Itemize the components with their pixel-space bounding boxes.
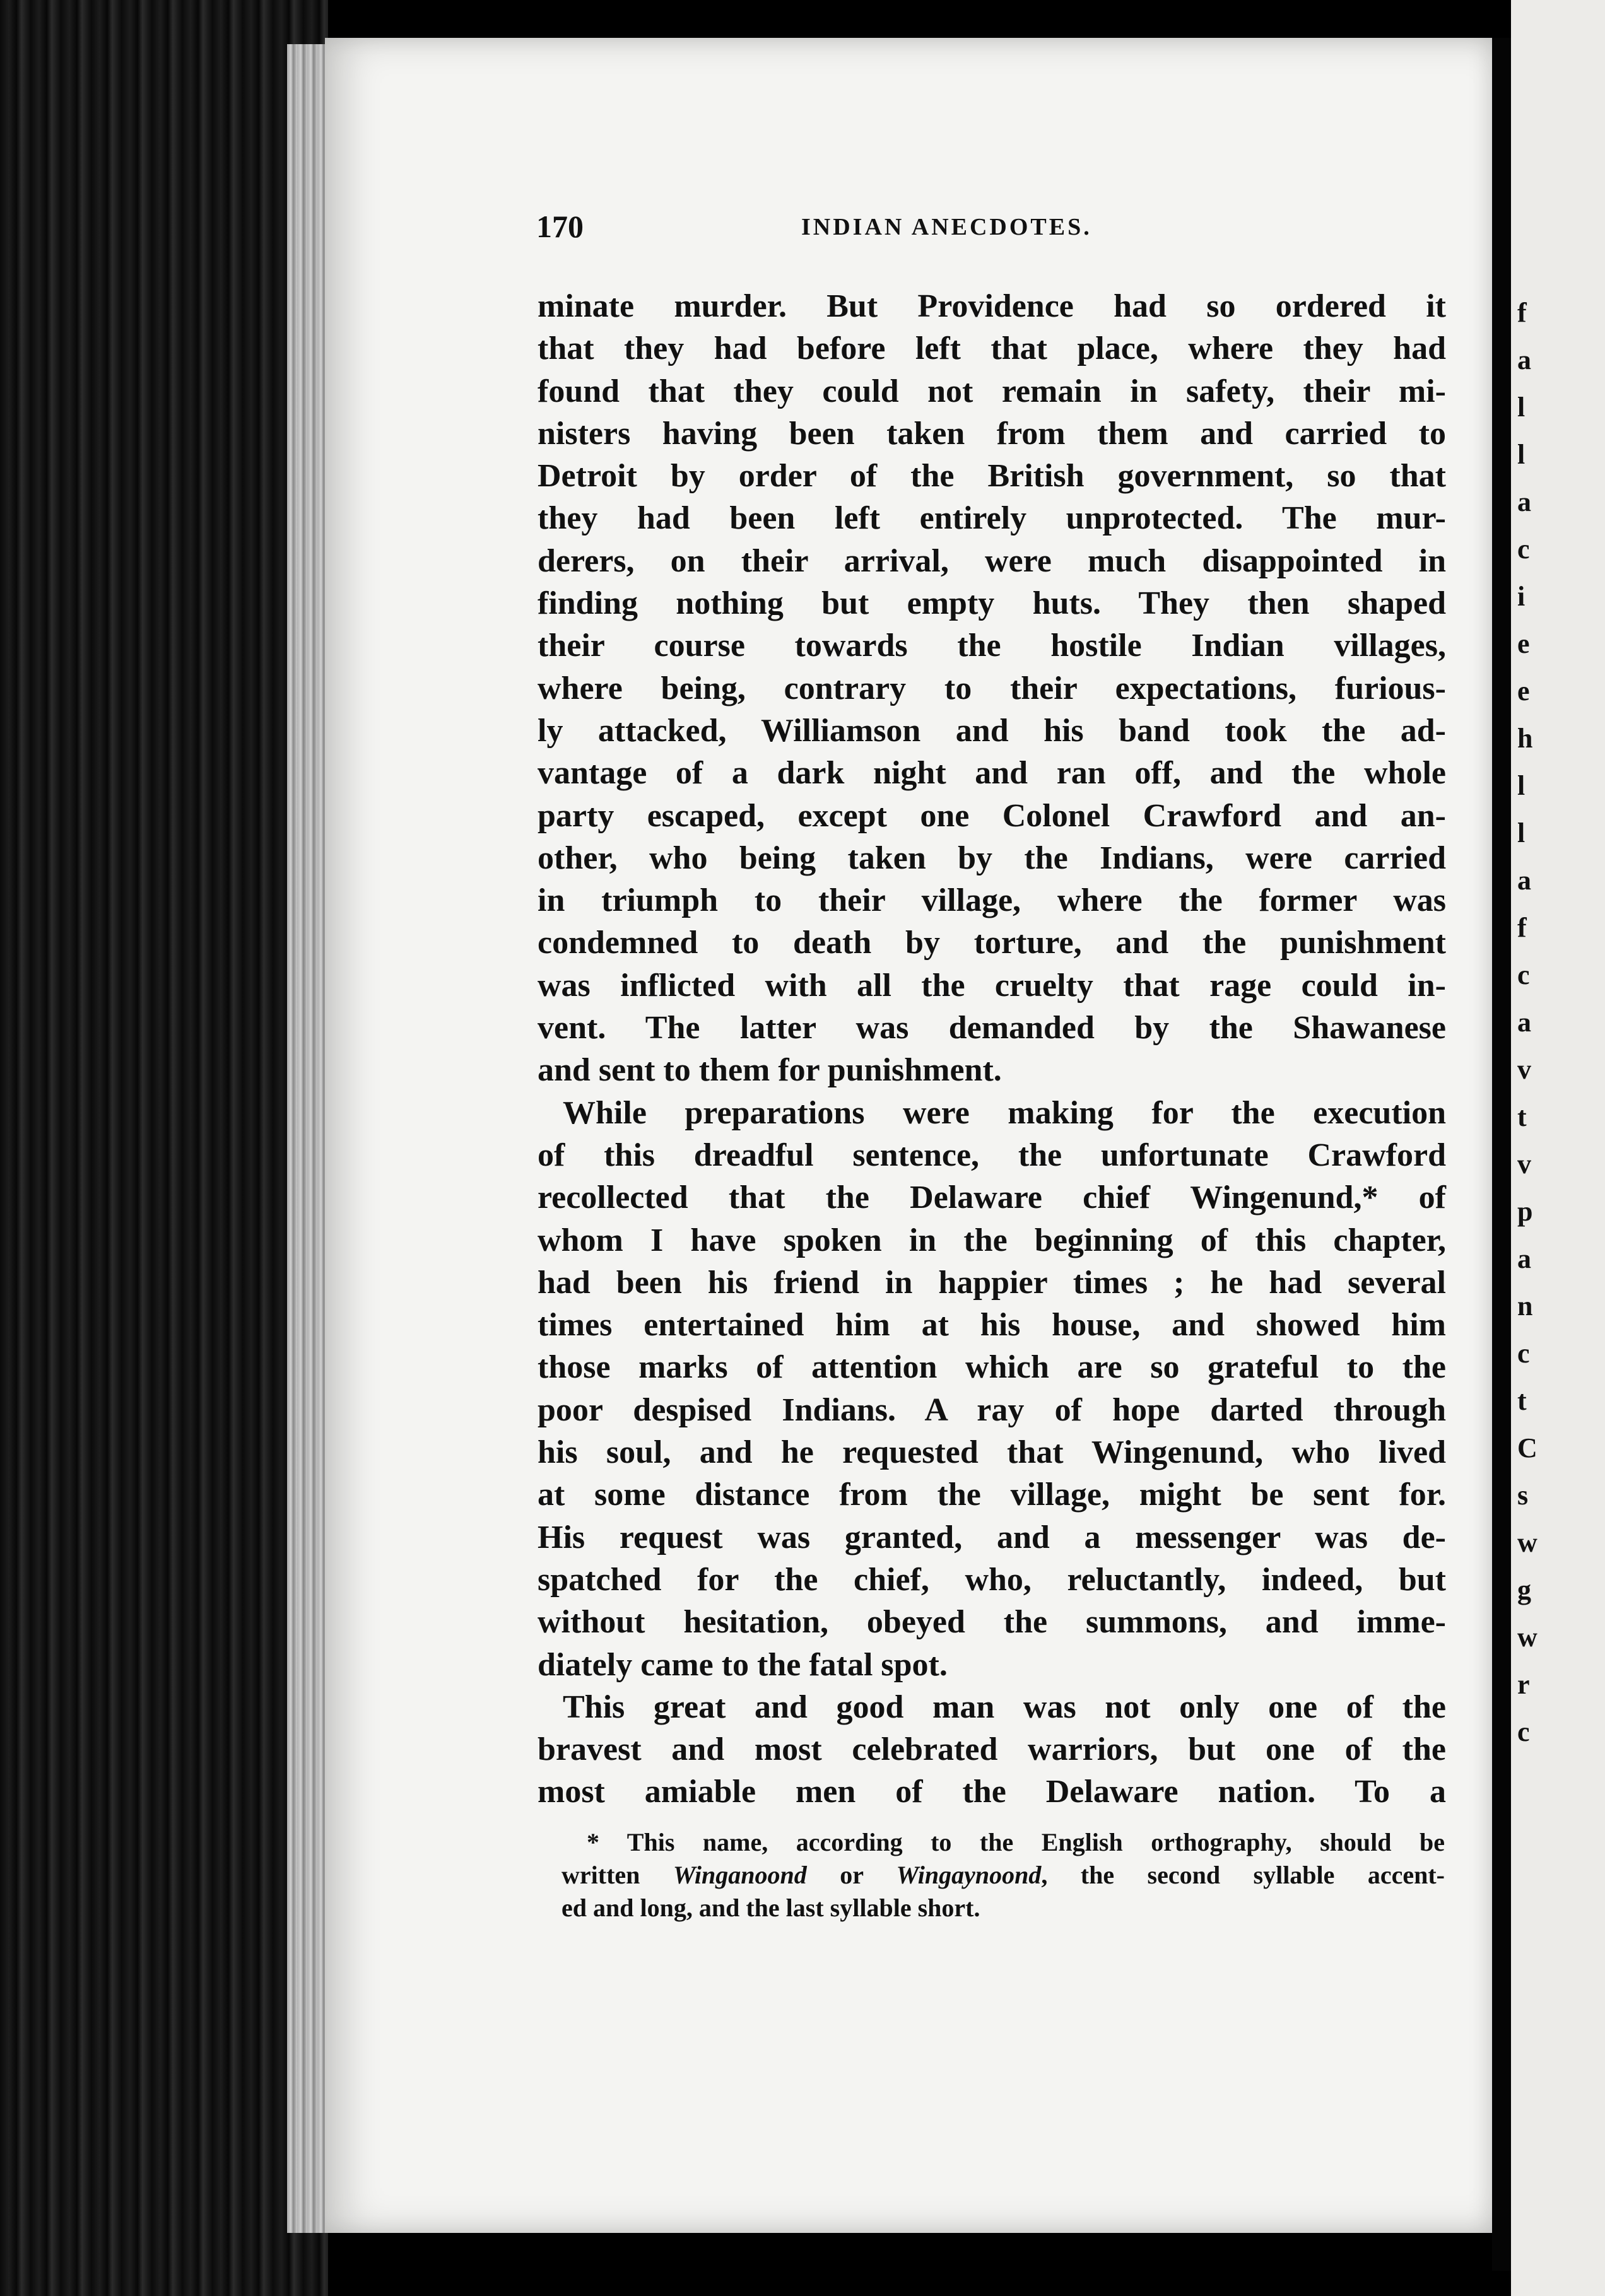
facing-page-letter: g	[1517, 1574, 1531, 1605]
text-line: While preparations were making for the execution	[563, 1094, 1446, 1131]
text-line: party escaped, except one Colonel Crawford and an-	[538, 797, 1446, 834]
facing-page-letter: r	[1517, 1669, 1530, 1700]
facing-page-letter: e	[1517, 676, 1530, 706]
running-title: INDIAN ANECDOTES.	[801, 214, 1092, 240]
text-line: finding nothing but empty huts. They then shaped	[538, 585, 1446, 622]
text-line: His request was granted, and a messenger was de-	[538, 1519, 1446, 1555]
footnote-text: or	[806, 1861, 897, 1889]
footnote-line: * This name, according to the English orthography, should be	[587, 1828, 1445, 1856]
facing-page-letter: a	[1517, 344, 1531, 375]
text-line: found that they could not remain in safety, their mi-	[538, 373, 1446, 409]
facing-page-letter: v	[1517, 1149, 1531, 1180]
text-line: most amiable men of the Delaware nation. To a	[538, 1774, 1446, 1810]
footnote-spelling: Winganoond	[673, 1861, 807, 1889]
text-line: his soul, and he requested that Wingenund, who lived	[538, 1434, 1446, 1471]
facing-page-letter: a	[1517, 1007, 1531, 1038]
facing-page-letter: l	[1517, 439, 1526, 470]
footnote-line	[561, 1859, 1445, 1892]
text-line: was inflicted with all the cruelty that rage could in-	[538, 967, 1446, 1004]
footnote-spelling: Wingaynoond	[896, 1861, 1042, 1889]
facing-page-letter: t	[1517, 1101, 1527, 1132]
facing-page-letter: C	[1517, 1432, 1537, 1463]
facing-page-letter: v	[1517, 1054, 1531, 1085]
footnote	[561, 1826, 1445, 1924]
footnote-text: written	[561, 1861, 673, 1889]
text-line: and sent to them for punishment.	[538, 1052, 1002, 1089]
text-line: Detroit by order of the British government, so that	[538, 458, 1446, 495]
footnote-text: , the second syllable accent-	[1041, 1861, 1445, 1889]
text-line: ly attacked, Williamson and his band took the ad-	[538, 712, 1446, 749]
facing-page-letter: a	[1517, 865, 1531, 896]
facing-page-letter: c	[1517, 1338, 1530, 1369]
text-line: vantage of a dark night and ran off, and the whole	[538, 755, 1446, 792]
facing-page-letter: c	[1517, 534, 1530, 565]
facing-page-letter: i	[1517, 581, 1526, 612]
facing-page-letter: f	[1517, 912, 1527, 943]
text-line: times entertained him at his house, and showed him	[538, 1307, 1446, 1344]
footnote-line: ed and long, and the last syllable short.	[561, 1894, 980, 1922]
text-line: other, who being taken by the Indians, were carried	[538, 840, 1446, 876]
text-line: had been his friend in happier times ; he had several	[538, 1264, 1446, 1301]
text-line: poor despised Indians. A ray of hope darted through	[538, 1391, 1446, 1428]
body-text	[538, 285, 1446, 1813]
facing-page-letter: f	[1517, 297, 1527, 328]
text-line: that they had before left that place, where they had	[538, 331, 1446, 367]
facing-page-letter: p	[1517, 1196, 1533, 1227]
facing-page-letter: h	[1517, 723, 1533, 754]
text-line: This great and good man was not only one of the	[563, 1689, 1446, 1725]
text-line: without hesitation, obeyed the summons, and imme-	[538, 1604, 1446, 1641]
text-line: bravest and most celebrated warriors, but one of the	[538, 1731, 1446, 1768]
page-number: 170	[536, 209, 584, 244]
facing-page-letter: l	[1517, 817, 1526, 848]
text-line: of this dreadful sentence, the unfortunate Crawford	[538, 1137, 1446, 1173]
facing-page-letter: a	[1517, 1243, 1531, 1274]
text-line: vent. The latter was demanded by the Shawanese	[538, 1010, 1446, 1046]
text-line: those marks of attention which are so grateful to the	[538, 1349, 1446, 1386]
text-line: where being, contrary to their expectations, furious-	[538, 670, 1446, 706]
facing-page-letter: t	[1517, 1385, 1527, 1416]
book-binding-edge	[0, 0, 328, 2296]
page-gutter	[1492, 38, 1511, 2271]
text-line: they had been left entirely unprotected. The mur-	[538, 500, 1446, 537]
text-line: minate murder. But Providence had so ordered it	[538, 288, 1446, 324]
facing-page-letter: l	[1517, 770, 1526, 801]
facing-page-letter: a	[1517, 486, 1531, 517]
text-line: nisters having been taken from them and carried to	[538, 415, 1446, 452]
text-line: condemned to death by torture, and the punishment	[538, 925, 1446, 961]
facing-page-edge	[1511, 0, 1605, 2296]
facing-page-letter: n	[1517, 1291, 1533, 1321]
text-line: recollected that the Delaware chief Wingenund,* of	[538, 1180, 1446, 1216]
text-line: in triumph to their village, where the former was	[538, 882, 1446, 919]
text-line: their course towards the hostile Indian villages,	[538, 628, 1446, 664]
facing-page-letter: c	[1517, 1716, 1530, 1747]
facing-page-letter: w	[1517, 1622, 1537, 1653]
text-line: diately came to the fatal spot.	[538, 1646, 948, 1683]
facing-page-letter: c	[1517, 959, 1530, 990]
facing-page-letter: w	[1517, 1527, 1537, 1558]
text-line: derers, on their arrival, were much disappointed in	[538, 542, 1446, 579]
text-line: spatched for the chief, who, reluctantly, indeed, but	[538, 1561, 1446, 1598]
text-line: at some distance from the village, might be sent for.	[538, 1477, 1446, 1513]
facing-page-letter: e	[1517, 628, 1530, 659]
text-line: whom I have spoken in the beginning of this chapter,	[538, 1222, 1446, 1258]
facing-page-letter: s	[1517, 1480, 1529, 1511]
facing-page-letter: l	[1517, 392, 1526, 423]
